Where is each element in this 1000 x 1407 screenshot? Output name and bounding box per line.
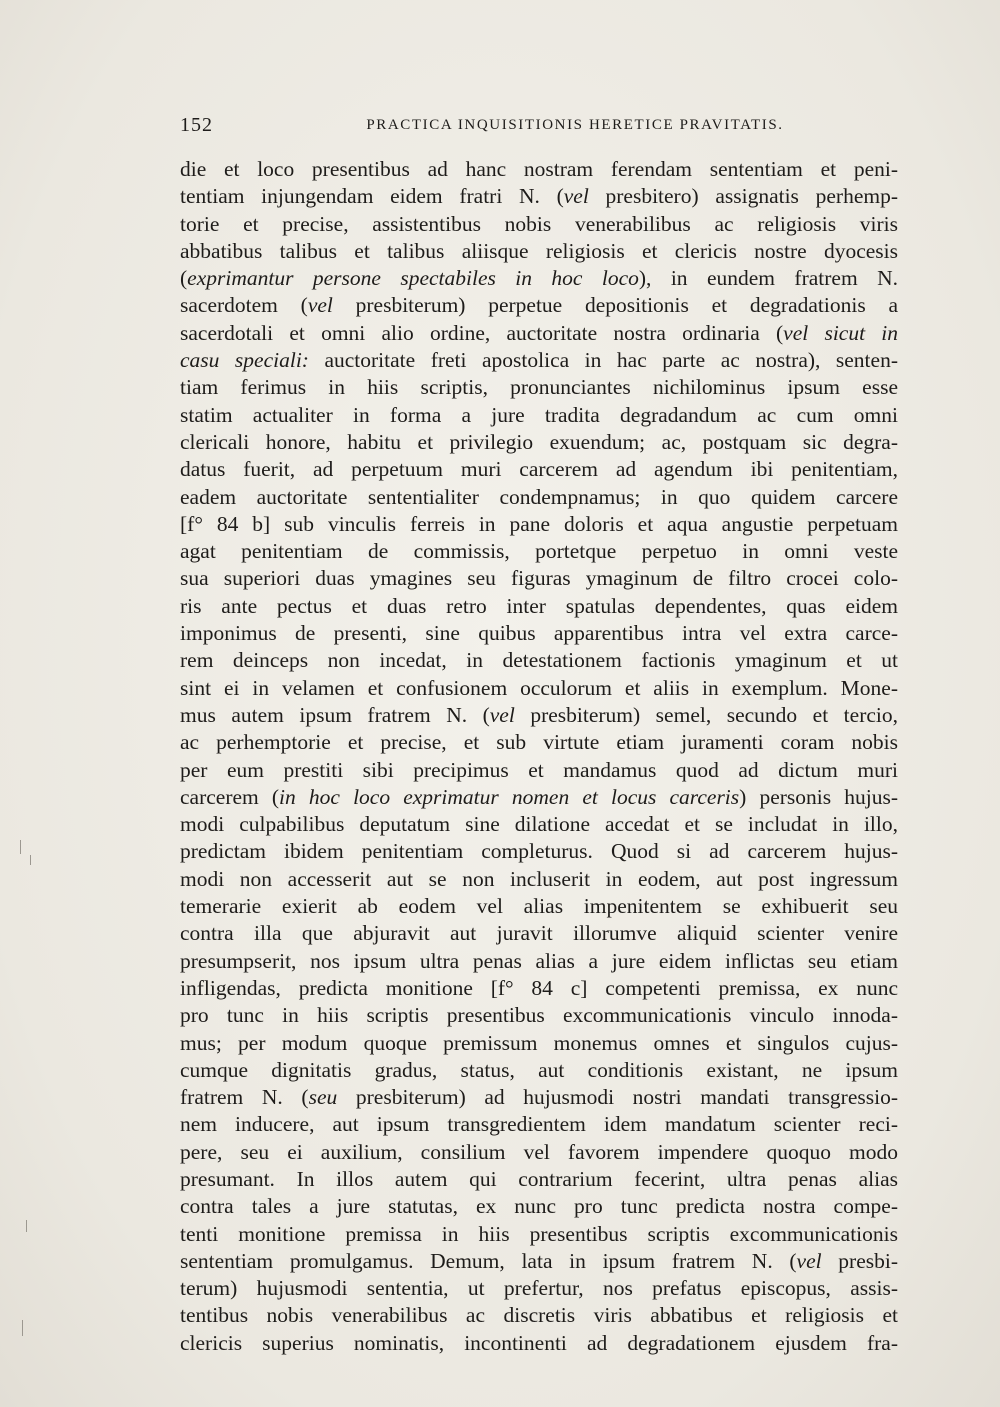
text-line	[180, 1166, 898, 1193]
text-line	[180, 238, 898, 265]
text-line	[180, 1139, 898, 1166]
text-segment: tiam ferimus in hiis scriptis, pronunciantes nichilominus ipsum esse	[180, 375, 898, 400]
text-segment: sacerdotali et omni alio ordine, auctoritate nostra ordinaria (	[180, 320, 784, 345]
text-line	[180, 702, 898, 729]
italic-segment: vel	[489, 702, 515, 727]
text-segment: tenti monitione premissa in hiis presentibus scriptis excommunicationis	[180, 1221, 898, 1246]
text-line	[180, 292, 898, 319]
text-segment: presbitero) assignatis perhemp-	[588, 184, 898, 209]
text-line	[180, 757, 898, 784]
page-number: 152	[180, 114, 213, 136]
text-segment: abbatibus talibus et talibus aliisque religiosis et clericis nostre dyocesis	[180, 238, 898, 263]
text-line	[180, 920, 898, 947]
italic-segment: vel	[307, 293, 333, 318]
text-segment: tentiam injungendam eidem fratri N. (	[180, 184, 564, 209]
text-segment: agat penitentiam de commissis, portetque perpetuo in omni veste	[180, 539, 898, 564]
running-title: PRACTICA INQUISITIONIS HERETICE PRAVITATIS.	[366, 117, 784, 133]
text-line	[180, 511, 898, 538]
text-segment: per eum prestiti sibi precipimus et mandamus quod ad dictum muri	[180, 757, 898, 782]
italic-segment: exprimantur persone spectabiles in hoc loco	[187, 266, 639, 291]
text-line	[180, 893, 898, 920]
text-line	[180, 538, 898, 565]
text-line	[180, 1275, 898, 1302]
text-segment: presbiterum) ad hujusmodi nostri mandati transgressio-	[337, 1085, 898, 1110]
text-segment: presbiterum) perpetue depositionis et degradationis a	[332, 293, 898, 318]
text-line	[180, 265, 898, 292]
text-segment: sua superiori duas ymagines seu figuras ymaginum de filtro crocei colo-	[180, 566, 898, 591]
text-line	[180, 456, 898, 483]
text-line	[180, 374, 898, 401]
text-segment: auctoritate freti apostolica in hac parte ac nostra), senten-	[308, 348, 898, 373]
text-segment: [f° 84 b] sub vinculis ferreis in pane doloris et aqua angustie perpetuam	[180, 511, 898, 536]
text-line	[180, 183, 898, 210]
text-line	[180, 156, 898, 183]
text-segment: presbiterum) semel, secundo et tercio,	[514, 702, 898, 727]
text-line	[180, 647, 898, 674]
text-line	[180, 1030, 898, 1057]
text-segment: pere, seu ei auxilium, consilium vel favorem impendere quoquo modo	[180, 1139, 898, 1164]
text-line	[180, 784, 898, 811]
text-segment: contra tales a jure statutas, ex nunc pro tunc predicta nostra compe-	[180, 1194, 898, 1219]
text-segment: sententiam promulgamus. Demum, lata in ipsum fratrem N. (	[180, 1248, 797, 1273]
text-segment: mus; per modum quoque premissum monemus omnes et singulos cujus-	[180, 1030, 898, 1055]
text-line	[180, 1002, 898, 1029]
text-line	[180, 729, 898, 756]
text-line	[180, 484, 898, 511]
page-header	[180, 114, 900, 144]
text-line	[180, 948, 898, 975]
text-segment: cumque dignitatis gradus, status, aut conditionis existant, ne ipsum	[180, 1057, 898, 1082]
italic-segment: casu speciali:	[180, 348, 309, 373]
text-line	[180, 1057, 898, 1084]
italic-segment: in hoc loco exprimatur nomen et locus carceris	[279, 784, 740, 809]
text-segment: sacerdotem (	[180, 293, 308, 318]
text-line	[180, 402, 898, 429]
italic-segment: vel	[563, 184, 589, 209]
text-line	[180, 593, 898, 620]
text-line	[180, 1193, 898, 1220]
text-segment: carcerem (	[180, 784, 280, 809]
margin-marks	[12, 800, 42, 1400]
italic-segment: vel	[796, 1248, 822, 1273]
text-line	[180, 565, 898, 592]
body-text	[180, 156, 898, 1357]
text-line	[180, 320, 898, 347]
text-segment: temerarie exierit ab eodem vel alias impenitentem se exhibuerit seu	[180, 894, 898, 919]
text-line	[180, 1248, 898, 1275]
text-line	[180, 975, 898, 1002]
text-segment: ac perhemptorie et precise, et sub virtute etiam juramenti coram nobis	[180, 730, 898, 755]
text-segment: die et loco presentibus ad hanc nostram ferendam sententiam et peni-	[180, 157, 898, 181]
text-segment: (	[180, 266, 188, 291]
text-segment: presumant. In illos autem qui contrarium fecerint, ultra penas alias	[180, 1166, 898, 1191]
text-segment: datus fuerit, ad perpetuum muri carcerem ad agendum ibi penitentiam,	[180, 457, 898, 482]
text-segment: infligendas, predicta monitione [f° 84 c] competenti premissa, ex nunc	[180, 975, 898, 1000]
text-segment: presumpserit, nos ipsum ultra penas alias a jure eidem inflictas seu etiam	[180, 948, 898, 973]
text-line	[180, 1330, 898, 1357]
text-line	[180, 675, 898, 702]
text-line	[180, 838, 898, 865]
text-segment: pro tunc in hiis scriptis presentibus excommunicationis vinculo innoda-	[180, 1003, 898, 1028]
text-line	[180, 1084, 898, 1111]
text-segment: contra illa que abjuravit aut juravit illorumve aliquid scienter venire	[180, 921, 898, 946]
text-segment: torie et precise, assistentibus nobis venerabilibus ac religiosis viris	[180, 211, 898, 236]
text-line	[180, 620, 898, 647]
text-segment: predictam ibidem penitentiam completurus. Quod si ad carcerem hujus-	[180, 839, 898, 864]
text-line	[180, 211, 898, 238]
text-line	[180, 347, 898, 374]
text-segment: ), in eundem fratrem N.	[638, 266, 898, 291]
text-segment: tentibus nobis venerabilibus ac discretis viris abbatibus et religiosis et	[180, 1303, 898, 1328]
text-segment: modi non accesserit aut se non incluserit in eodem, aut post ingressum	[180, 866, 898, 891]
text-segment: terum) hujusmodi sententia, ut prefertur, nos prefatus episcopus, assis-	[180, 1276, 898, 1301]
text-line	[180, 866, 898, 893]
text-segment: eadem auctoritate sententialiter condempnamus; in quo quidem carcere	[180, 484, 898, 509]
text-segment: presbi-	[821, 1248, 898, 1273]
text-segment: rem deinceps non incedat, in detestationem factionis ymaginum et ut	[180, 648, 898, 673]
italic-segment: seu	[308, 1085, 338, 1110]
text-line	[180, 1221, 898, 1248]
text-segment: ris ante pectus et duas retro inter spatulas dependentes, quas eidem	[180, 593, 898, 618]
text-segment: modi culpabilibus deputatum sine dilatione accedat et se includat in illo,	[180, 812, 898, 837]
text-segment: statim actualiter in forma a jure tradita degradandum ac cum omni	[180, 402, 898, 427]
text-line	[180, 811, 898, 838]
text-line	[180, 429, 898, 456]
text-segment: ) personis hujus-	[739, 784, 898, 809]
text-segment: sint ei in velamen et confusionem occulorum et aliis in exemplum. Mone-	[180, 675, 898, 700]
text-segment: fratrem N. (	[180, 1085, 309, 1110]
text-segment: imponimus de presenti, sine quibus apparentibus intra vel extra carce-	[180, 621, 898, 646]
italic-segment: vel sicut in	[783, 320, 898, 345]
text-segment: clericali honore, habitu et privilegio exuendum; ac, postquam sic degra-	[180, 429, 898, 454]
text-segment: mus autem ipsum fratrem N. (	[180, 702, 490, 727]
text-segment: nem inducere, aut ipsum transgredientem idem mandatum scienter reci-	[180, 1112, 898, 1137]
text-line	[180, 1302, 898, 1329]
text-line	[180, 1111, 898, 1138]
text-segment: clericis superius nominatis, incontinenti ad degradationem ejusdem fra-	[180, 1330, 898, 1355]
